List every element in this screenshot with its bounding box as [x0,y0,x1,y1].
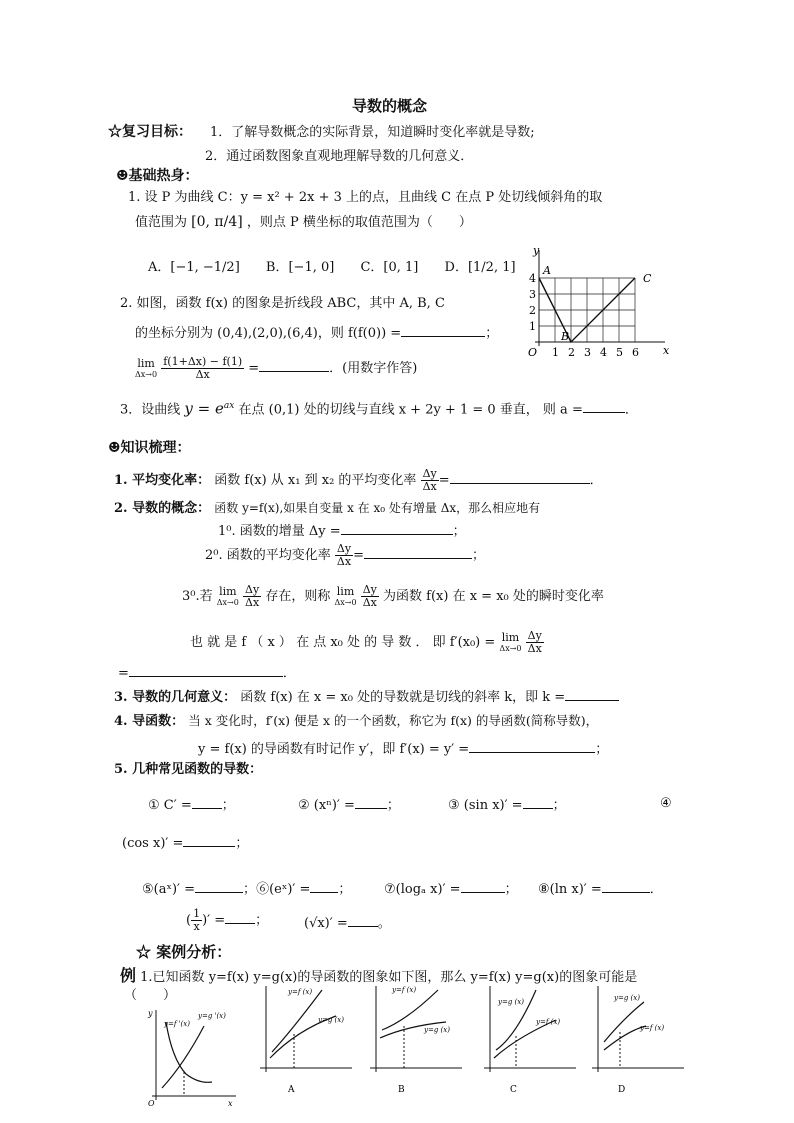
deriv-3-end: ； [552,798,566,813]
deriv-9-num: 1 [193,907,201,920]
q3-text-a: 3．设曲线 [120,402,181,418]
deriv-2-blank[interactable] [355,796,387,809]
k2-3-b: 存在，则称 [265,589,331,604]
grid-point-a: A [543,264,551,277]
deriv-8-blank[interactable] [602,880,650,893]
k2-4-frac-den: Δx [527,642,542,655]
k1-line [114,468,603,493]
page-title: 导数的概念 [352,97,428,115]
example-1-text: 1.已知函数 y=f(x) y=g(x)的导函数的图象如下图，那么 y=f(x) y=g(x)的图象可能是 [140,970,638,985]
dg-fprime-label: y=f '(x) [164,1020,190,1028]
k2-2-fraction [335,543,353,568]
knowledge-heading: ☻知识梳理： [108,440,191,456]
review-goal-2: 2．通过函数图象直观地理解导数的几何意义． [205,149,474,164]
q1-option-c-letter: C． [360,260,384,275]
q2-limit [135,358,157,380]
deriv-4-blank[interactable] [183,834,235,847]
k2-3-frac2-num: Δy [362,583,377,596]
og-c-letter: C [510,1085,517,1095]
warmup-heading: ☻基础热身： [116,168,199,184]
deriv-5-end: ； [243,882,257,897]
q2-answer-blank[interactable] [401,324,485,337]
q1-option-a[interactable] [148,260,240,275]
k1-label: 1. 平均变化率： [114,473,211,488]
k4-end: ； [595,742,609,757]
deriv-9-end: ； [255,913,269,928]
dg-y-label: y [148,1009,153,1018]
k2-2-end: ； [471,548,485,563]
k2-3-a: 3⁰.若 [182,589,213,604]
k3-text: 函数 f(x) 在 x = x₀ 处的导数就是切线的斜率 k，即 k = [240,690,566,705]
q1-option-d[interactable] [445,260,516,275]
k3-line [114,688,619,706]
q3-line [120,398,638,418]
k2-2-frac-den: Δx [336,555,352,568]
q2-line3-end: ．(用数字作答) [329,361,418,376]
k2-5-end: ． [282,666,296,681]
k2-4-text: 也 就 是 f （ x ） 在 点 x₀ 处 的 导 数 ． 即 f′(x₀) = [190,635,496,650]
k1-text: 函数 f(x) 从 x₁ 到 x₂ 的平均变化率 [214,473,417,488]
k2-3-limit [217,586,239,608]
grid-point-c: C [643,272,652,285]
q2-limit-sub: Δx→0 [135,369,158,379]
k2-5-line [118,664,296,682]
q2-limit-fraction [161,356,244,381]
q2-limit-word: lim [137,356,155,370]
deriv-row-2 [122,834,248,852]
grid-point-b: B [561,330,570,343]
q1-option-a-letter: A． [148,260,171,275]
deriv-5-blank[interactable] [195,880,243,893]
q1-line2 [135,214,472,231]
k2-4-fraction [526,630,544,655]
k2-2-text: 2⁰. 函数的平均变化率 [205,548,331,563]
q3-curve: y = e [184,399,224,418]
k2-4-lim-word: lim [501,630,520,644]
deriv-2: ② (xⁿ)′ = [298,798,355,813]
deriv-6-end: ； [338,882,352,897]
og-a-gx-label: y=g (x) [318,1016,344,1024]
deriv-row-4 [186,908,268,933]
q1-option-d-value: [1/2, 1] [467,260,516,275]
deriv-2-end: ； [386,798,400,813]
q2-limit-line [135,356,417,381]
deriv-row-3 [142,880,351,898]
grid-y-tick-3: 3 [529,288,536,301]
q3-exponent: ax [223,401,235,411]
review-goals-label: ☆复习目标： [108,124,192,140]
k2-4-line [190,630,544,655]
deriv-row-3b [384,880,518,898]
k2-3-c: 为函数 f(x) 在 x = x₀ 处的瞬时变化率 [383,589,604,604]
k5-label: 5. 几种常见函数的导数： [114,762,263,777]
deriv-6: ⑥(eˣ)′ = [256,882,311,897]
k4-line2 [198,740,608,758]
q3-end: ． [624,402,638,418]
k1-answer-blank[interactable] [450,471,590,484]
example-1-paren: （ ） [124,988,177,1003]
k4-line [114,713,598,730]
k4-text: 当 x 变化时，f′(x) 便是 x 的一个函数，称它为 f(x) 的导函数(简称导数)， [188,713,599,728]
og-d-letter: D [618,1085,626,1095]
og-b-fx-label: y=f (x) [392,986,417,994]
option-graph-c[interactable] [476,980,580,1098]
dg-x-label: x [228,1099,233,1108]
q1-option-b[interactable] [266,260,334,275]
deriv-1-blank[interactable] [192,796,222,809]
k2-3-lim2-sub: Δx→0 [334,597,357,607]
example-1-label: 例 [120,966,137,985]
k2-2-blank[interactable] [364,546,472,559]
k2-5-eq: = [118,666,129,681]
option-graph-d[interactable] [584,980,688,1098]
k2-1-text: 1⁰. 函数的增量 Δy = [218,524,341,539]
q2-line2-text: 的坐标分别为 (0,4),(2,0),(6,4)，则 f(f(0)) = [135,326,402,341]
deriv-10: (√x)′ = [304,916,348,931]
q1-option-d-letter: D． [444,260,468,275]
og-a-fx [272,990,322,1052]
grid-x-tick-2: 2 [568,346,575,359]
k4-text2: y = f(x) 的导函数有时记作 y′，即 f′(x) = y′ = [198,742,470,757]
k2-3-line [182,584,604,609]
q1-option-c[interactable] [360,260,418,275]
k2-2-frac-num: Δy [336,542,352,555]
option-graph-a[interactable] [252,980,356,1098]
q2-limit-blank[interactable] [259,359,329,372]
deriv-1: ① C′ = [148,798,192,813]
k1-frac-num: Δy [422,467,437,480]
deriv-row-1 [148,796,235,814]
q1-options [148,260,516,276]
grid-x-tick-1: 1 [552,346,559,359]
q3-answer-blank[interactable] [583,400,625,413]
k2-1-blank[interactable] [341,522,453,535]
grid-lines [539,278,635,342]
og-a-fx-label: y=f (x) [288,988,313,996]
deriv-row-1c [448,796,566,814]
k3-answer-blank[interactable] [565,688,619,701]
deriv-8: ⑧(ln x)′ = [538,882,602,897]
q1-option-b-value: [−1, 0] [288,260,335,275]
deriv-9-fraction [191,908,202,933]
grid-y-label: y [533,244,540,257]
og-c-fx-label: y=f (x) [536,1018,561,1026]
review-goal-1: 1．了解导数概念的实际背景，知道瞬时变化率就是导数; [210,125,535,140]
k1-eq: = [438,473,450,488]
deriv-row-1b [298,796,400,814]
k2-2-line [205,543,485,568]
grid-y-tick-2: 2 [529,304,536,317]
q2-grid-figure [525,242,675,362]
deriv-9: )′ = [202,913,226,928]
cases-heading: ☆ 案例分析： [136,943,232,961]
k2-1-end: ； [452,524,466,539]
grid-x-tick-3: 3 [584,346,591,359]
grid-y-tick-1: 1 [529,320,536,333]
k2-3-frac2-den: Δx [362,596,377,609]
k4-answer-blank[interactable] [469,740,595,753]
k2-4-frac-num: Δy [527,629,542,642]
k2-4-limit [499,632,521,654]
deriv-10-end: 。 [377,916,391,931]
og-b-letter: B [398,1085,405,1095]
q1-interval: [0, π/4] [191,214,243,230]
k2-3-frac-num: Δy [245,583,260,596]
k1-fraction [421,468,439,493]
deriv-row-3c [538,880,663,898]
deriv-8-end: ． [649,882,663,897]
deriv-1-end: ； [221,798,235,813]
q2-line1: 2. 如图，函数 f(x) 的图象是折线段 ABC，其中 A, B, C [120,296,445,311]
q1-line1: 1. 设 P 为曲线 C：y = x² + 2x + 3 上的点，且曲线 C 在点 P 处切线倾斜角的取 [128,190,603,205]
deriv-9-open: ( [186,913,192,928]
deriv-5: ⑤(aˣ)′ = [142,882,196,897]
deriv-6-blank[interactable] [310,880,338,893]
k2-3-lim2-word: lim [336,584,355,598]
q2-frac-num: f(1+Δx) − f(1) [163,355,243,368]
derivative-graph [144,1004,238,1110]
og-d-fx-label: y=f (x) [640,1024,665,1032]
deriv-7: ⑦(logₐ x)′ = [384,882,461,897]
k2-3-fraction [243,584,261,609]
q2-line2-end: ； [485,326,499,341]
option-graph-b[interactable] [362,980,466,1098]
k2-3-lim-sub: Δx→0 [216,597,239,607]
k3-label: 3. 导数的几何意义： [114,690,237,705]
deriv-row-4b [304,914,391,932]
k2-3-fraction-2 [361,584,379,609]
deriv-7-end: ； [504,882,518,897]
deriv-9-blank[interactable] [225,911,255,924]
grid-x-tick-5: 5 [616,346,623,359]
deriv-4: (cos x)′ = [122,836,184,851]
q2-frac-den: Δx [195,368,210,381]
q1-option-a-value: [−1, −1/2] [170,260,240,275]
dg-gprime-label: y=g '(x) [198,1012,226,1020]
grid-y-tick-4: 4 [529,272,536,285]
k2-3-frac-den: Δx [245,596,260,609]
q1-option-c-value: [0, 1] [383,260,419,275]
k1-frac-den: Δx [422,480,437,493]
k1-end: ． [589,473,603,488]
deriv-10-blank[interactable] [348,914,378,927]
q1-line2-a: 值范围为 [135,215,188,230]
og-b-gx-label: y=g (x) [424,1026,450,1034]
deriv-3: ③ (sin x)′ = [448,798,523,813]
grid-x-label: x [663,344,670,357]
k2-1-line [218,522,466,540]
deriv-4-marker: ④ [660,796,672,811]
k2-3-limit-2 [334,586,356,608]
og-c-gx-label: y=g (x) [498,998,524,1006]
k2-3-lim-word: lim [219,584,237,598]
q3-text-b: 在点 (0,1) 处的切线与直线 x + 2y + 1 = 0 垂直， 则 a = [238,402,583,418]
grid-origin: O [528,346,538,359]
k2-label: 2. 导数的概念： [114,501,211,516]
q1-line2-b: ，则点 P 横坐标的取值范围为（ ） [246,215,472,230]
deriv-7-blank[interactable] [461,880,505,893]
deriv-3-blank[interactable] [523,796,553,809]
deriv-4-end: ； [235,836,249,851]
k2-5-blank[interactable] [129,664,283,677]
dg-origin: O [148,1099,155,1108]
grid-x-tick-6: 6 [632,346,639,359]
k2-4-lim-sub: Δx→0 [499,643,522,653]
k2-text: 函数 y=f(x),如果自变量 x 在 x₀ 处有增量 Δx，那么相应地有 [214,501,541,515]
deriv-9-den: x [193,920,200,933]
og-a-letter: A [288,1085,295,1095]
k4-label: 4. 导函数： [114,714,185,729]
grid-x-tick-4: 4 [600,346,607,359]
og-d-gx-label: y=g (x) [614,994,640,1002]
k2-line [114,500,540,517]
q2-line2 [135,324,498,342]
q2-eq: = [248,361,260,376]
k2-2-eq: = [353,548,364,563]
q1-option-b-letter: B． [265,260,289,275]
